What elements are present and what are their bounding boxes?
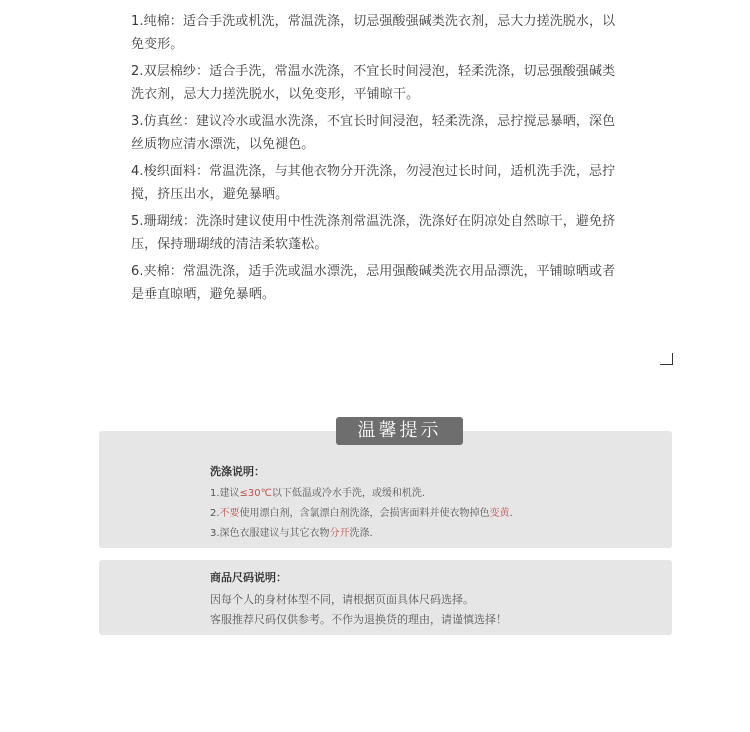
wash-line-1-pre: 1.建议 (210, 488, 240, 499)
wash-line-3-pre: 3.深色衣服建议与其它衣物 (210, 528, 330, 539)
care-item-padded-cotton: 6.夹棉：常温洗涤，适手洗或温水漂洗，忌用强酸碱类洗衣用品漂洗，平铺晾晒或者是垂直晾晒，避免暴晒。 (131, 264, 616, 302)
care-item-double-gauze: 2.双层棉纱：适合手洗，常温水洗涤，不宜长时间浸泡，轻柔洗涤，切忌强酸强碱类洗衣剂，忌大力搓洗脱水，以免变形，平铺晾干。 (131, 64, 616, 102)
size-line-1: 因每个人的身材体型不同，请根据页面具体尺码选择。 (210, 593, 474, 606)
wash-line-3 (210, 524, 662, 544)
size-line-2: 客服推荐尺码仅供参考。不作为退换货的理由，请谨慎选择！ (210, 613, 507, 626)
wash-line-3-highlight: 分开 (329, 528, 350, 539)
wash-line-2-highlight-1: 不要 (219, 508, 240, 519)
wash-line-3-post: 洗涤. (349, 528, 373, 539)
wash-line-1-highlight: ≤30℃ (239, 488, 272, 499)
size-instructions-box (99, 560, 672, 635)
care-item-coral-fleece: 5.珊瑚绒：洗涤时建议使用中性洗涤剂常温洗涤，洗涤好在阴凉处自然晾干，避免挤压，保持珊瑚绒的清洁柔软蓬松。 (131, 214, 616, 252)
wash-line-2-post: . (509, 508, 513, 519)
care-instructions-list (131, 10, 626, 310)
wash-line-2 (210, 504, 662, 524)
tips-banner: 温馨提示 (336, 417, 463, 445)
corner-mark (660, 353, 673, 365)
wash-line-2-mid: 使用漂白剂，含氯漂白剂洗涤，会损害面料并使衣物掉色 (239, 508, 490, 519)
wash-line-1-post: 以下低温或冷水手洗，或缓和机洗. (271, 488, 426, 499)
wash-line-1 (210, 484, 662, 504)
size-title: 商品尺码说明： (210, 571, 287, 584)
care-item-woven-fabric: 4.梭织面料：常温洗涤，与其他衣物分开洗涤，勿浸泡过长时间，适机洗手洗，忌拧搅，挤压出水，避免暴晒。 (131, 164, 616, 202)
wash-line-2-pre: 2. (210, 508, 220, 519)
care-item-cotton: 1.纯棉：适合手洗或机洗，常温洗涤，切忌强酸强碱类洗衣剂，忌大力搓洗脱水，以免变形。 (131, 14, 616, 52)
wash-title: 洗涤说明： (210, 465, 265, 478)
wash-line-2-highlight-2: 变黄 (489, 508, 510, 519)
care-item-faux-silk: 3.仿真丝：建议冷水或温水洗涤，不宜长时间浸泡，轻柔洗涤，忌拧搅忌暴晒，深色丝质物应清水漂洗，以免褪色。 (131, 114, 616, 152)
wash-instructions-box (99, 431, 672, 548)
